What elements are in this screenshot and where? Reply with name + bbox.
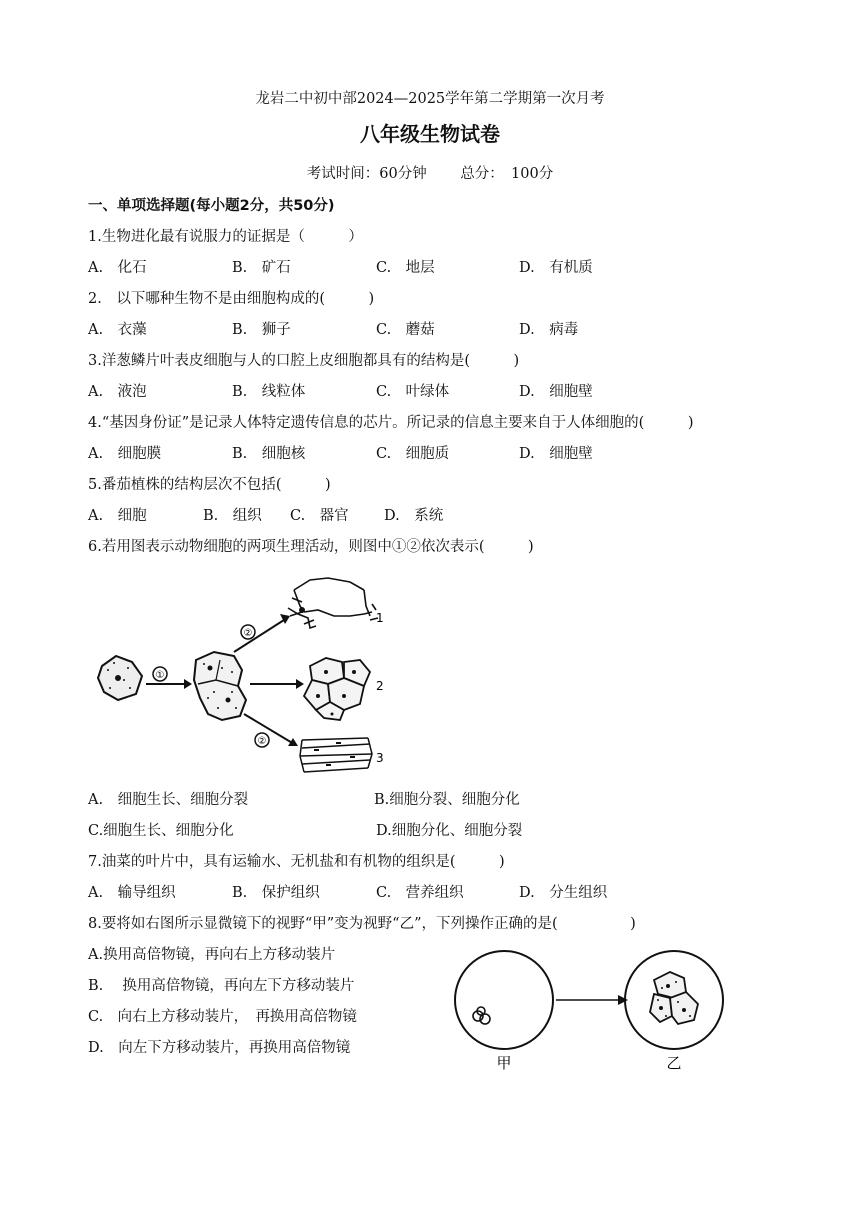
arrow-1-label: ①: [155, 670, 165, 681]
question-7-stem: 7.油菜的叶片中，具有运输水、无机盐和有机物的组织是( ): [88, 854, 505, 870]
cell-type-1-label: 1: [376, 611, 384, 625]
question-5-option-d: D. 系统: [384, 508, 444, 524]
question-8-option-c: C. 向右上方移动装片， 再换用高倍物镜: [88, 1009, 357, 1025]
question-6-option-c: C.细胞生长、细胞分化: [88, 823, 234, 839]
question-4-option-a: A. 细胞膜: [88, 446, 162, 462]
field-a-label: 甲: [496, 1054, 512, 1072]
question-7-option-b: B. 保护组织: [232, 885, 320, 901]
field-b-label: 乙: [666, 1054, 682, 1072]
question-8-option-d: D. 向左下方移动装片，再换用高倍物镜: [88, 1040, 351, 1056]
question-8-option-a: A.换用高倍物镜，再向右上方移动装片: [88, 947, 336, 963]
question-4-option-c: C. 细胞质: [376, 446, 450, 462]
question-1-option-b: B. 矿石: [232, 260, 291, 276]
question-4-option-b: B. 细胞核: [232, 446, 306, 462]
question-5-option-c: C. 器官: [290, 508, 349, 524]
page-title: 八年级生物试卷: [360, 122, 500, 146]
question-3-option-a: A. 液泡: [88, 384, 147, 400]
question-3-stem: 3.洋葱鳞片叶表皮细胞与人的口腔上皮细胞都具有的结构是( ): [88, 353, 520, 369]
question-1-option-c: C. 地层: [376, 260, 435, 276]
question-3-option-c: C. 叶绿体: [376, 384, 450, 400]
nerve-cell-illustration: [288, 578, 378, 628]
question-2-option-b: B. 狮子: [232, 322, 291, 338]
question-6-option-a: A. 细胞生长、细胞分裂: [88, 792, 249, 808]
epithelial-tissue-illustration: [304, 658, 370, 720]
question-4-option-d: D. 细胞壁: [519, 446, 593, 462]
cell-division-differentiation-figure: [88, 568, 408, 780]
question-4-stem: 4.“基因身份证”是记录人体特定遗传信息的芯片。所记录的信息主要来自于人体细胞的( ): [88, 415, 694, 431]
exam-meta: 考试时间：60分钟 总分： 100分: [306, 166, 554, 182]
arrow-2-upper-label: ②: [243, 628, 253, 639]
cell-type-2-label: 2: [376, 679, 384, 693]
exam-school-line: 龙岩二中初中部2024—2025学年第二学期第一次月考: [255, 91, 605, 107]
question-2-option-d: D. 病毒: [519, 322, 579, 338]
arrow-2-lower-label: ②: [257, 736, 267, 747]
question-8-stem: 8.要将如右图所示显微镜下的视野“甲”变为视野“乙”，下列操作正确的是( ): [88, 916, 636, 932]
question-6-stem: 6.若用图表示动物细胞的两项生理活动，则图中①②依次表示( ): [88, 539, 534, 555]
question-1-option-d: D. 有机质: [519, 260, 593, 276]
question-2-option-c: C. 蘑菇: [376, 322, 435, 338]
question-6-option-d: D.细胞分化、细胞分裂: [376, 823, 523, 839]
question-7-option-c: C. 营养组织: [376, 885, 464, 901]
question-1-stem: 1.生物进化最有说服力的证据是（ ）: [88, 229, 363, 245]
question-1-option-a: A. 化石: [88, 260, 147, 276]
question-5-stem: 5.番茄植株的结构层次不包括( ): [88, 477, 331, 493]
question-8-option-b: B. 换用高倍物镜，再向左下方移动装片: [88, 978, 355, 994]
question-2-stem: 2. 以下哪种生物不是由细胞构成的( ): [88, 291, 375, 307]
question-2-option-a: A. 衣藻: [88, 322, 147, 338]
question-3-option-b: B. 线粒体: [232, 384, 306, 400]
field-a-circle: [455, 951, 553, 1049]
question-6-option-b: B.细胞分裂、细胞分化: [374, 792, 520, 808]
question-7-option-a: A. 输导组织: [88, 885, 176, 901]
section-heading: 一、单项选择题(每小题2分，共50分): [88, 198, 335, 214]
question-7-option-d: D. 分生组织: [519, 885, 608, 901]
microscope-field-figure: [448, 940, 738, 1080]
field-a-cells: [473, 1007, 490, 1024]
question-3-option-d: D. 细胞壁: [519, 384, 593, 400]
cell-type-3-label: 3: [376, 751, 384, 765]
question-5-option-a: A. 细胞: [88, 508, 147, 524]
question-5-option-b: B. 组织: [203, 508, 262, 524]
